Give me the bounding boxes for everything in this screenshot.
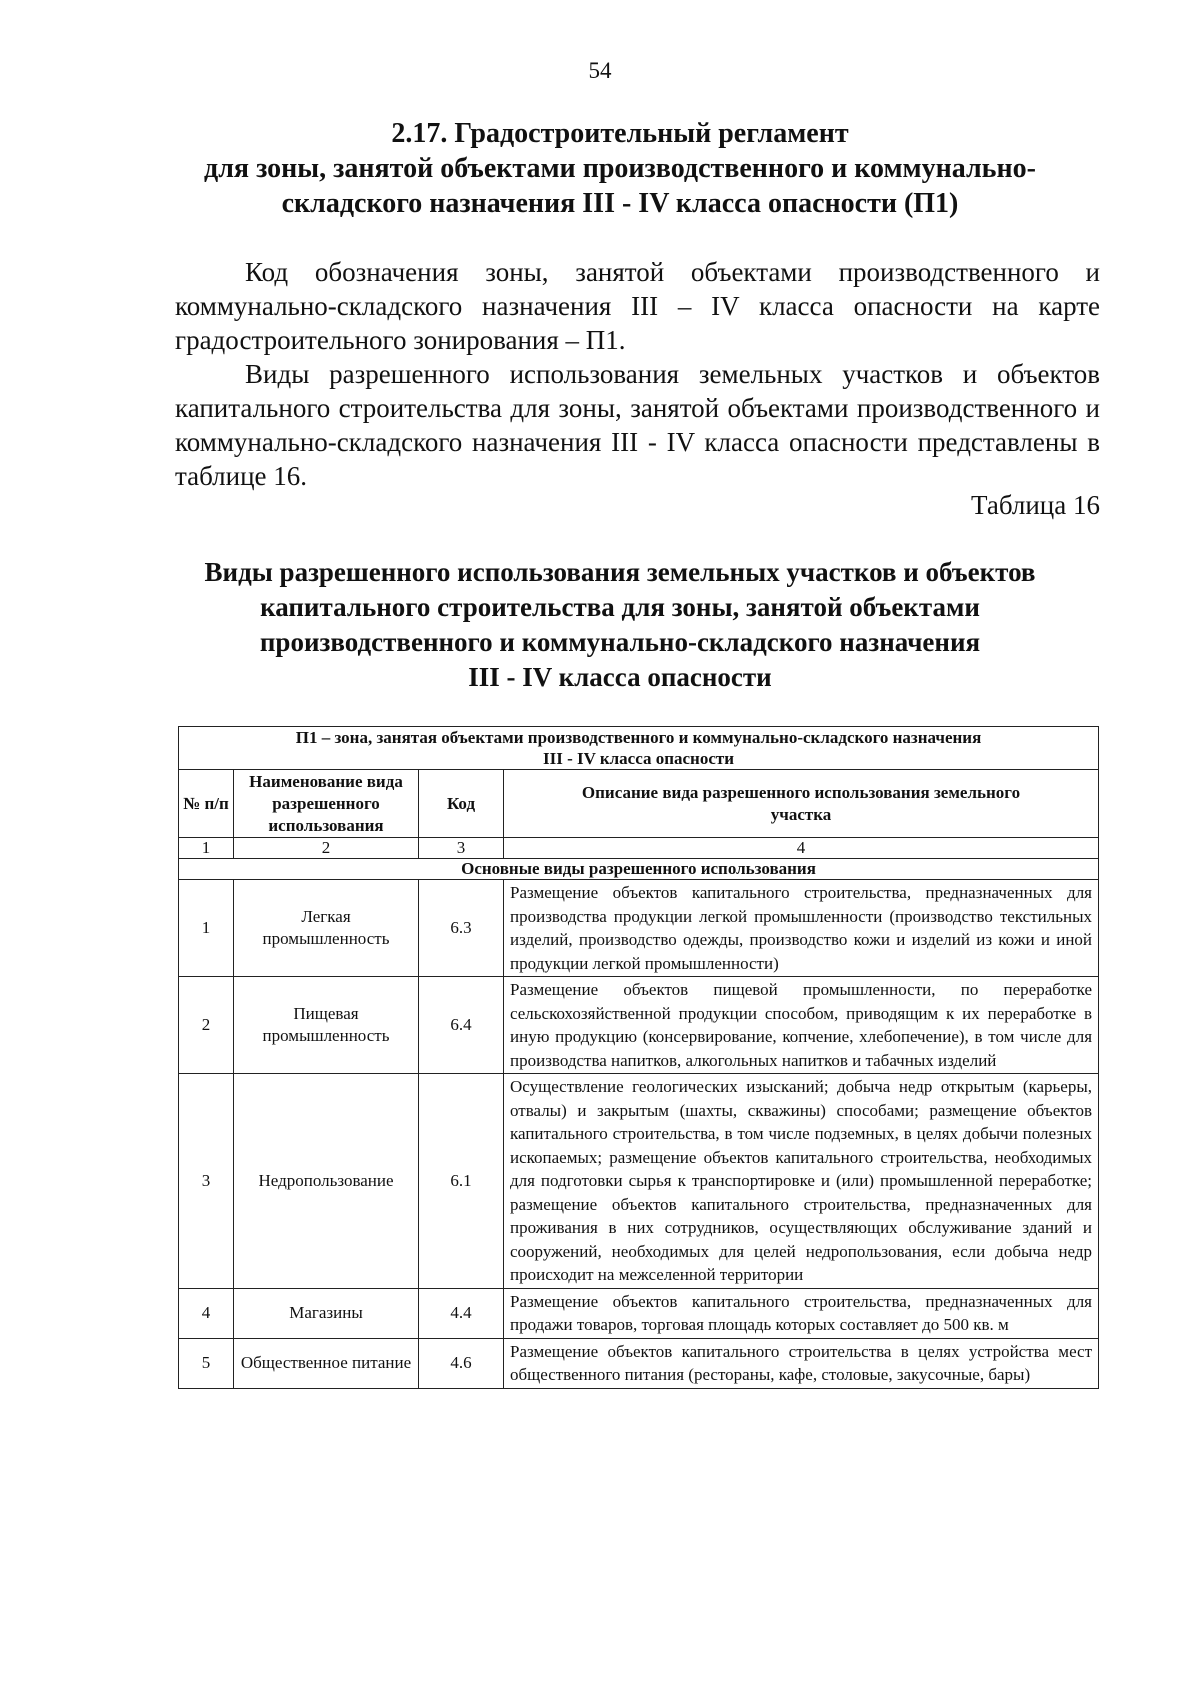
row-description: Размещение объектов капитального строительства, предназначенных для продажи товаров, торговая площадь которых составляет до 500 кв. м <box>504 1288 1099 1338</box>
column-header-code: Код <box>419 770 504 838</box>
paragraph-text: Виды разрешенного использования земельных участков и объектов капитального строительства для зоны, занятой объектами производственного и коммунально-складского назначения III - IV класса опасности представлены в таблице 16. <box>175 359 1100 491</box>
table-heading <box>150 555 1090 695</box>
permitted-use-table <box>178 726 1099 1389</box>
row-name: Легкая промышленность <box>234 880 419 977</box>
paragraph-usage-types <box>175 357 1100 493</box>
section-title <box>150 116 1090 221</box>
row-description: Размещение объектов пищевой промышленности, по переработке сельскохозяйственной продукции способом, приводящим к их переработке в иную продукцию (консервирование, копчение, хлебопечение), в том числе для производства напитков, алкогольных напитков и табачных изделий <box>504 977 1099 1074</box>
table-row <box>179 977 1099 1074</box>
column-header-row <box>179 770 1099 838</box>
row-number: 2 <box>179 977 234 1074</box>
column-header-number: № п/п <box>179 770 234 838</box>
table-row <box>179 1338 1099 1388</box>
row-number: 5 <box>179 1338 234 1388</box>
column-number: 1 <box>179 838 234 859</box>
row-description: Осуществление геологических изысканий; добыча недр открытым (карьеры, отвалы) и закрытым (шахты, скважины) способами; размещение объектов капитального строительства, в том числе подземных, в целях добычи полезных ископаемых; размещение объектов капитального строительства, необходимых для подготовки сырья к транспортировке и (или) промышленной переработке; размещение объектов капитального строительства, предназначенных для проживания в них сотрудников, осуществляющих обслуживание зданий и сооружений, необходимых для целей недропользования, если добыча недр происходит на межселенной территории <box>504 1074 1099 1289</box>
group-label: Основные виды разрешенного использования <box>179 859 1099 880</box>
table-number: Таблица 16 <box>971 490 1100 520</box>
zone-header-row <box>179 727 1099 770</box>
column-number: 2 <box>234 838 419 859</box>
row-number: 1 <box>179 880 234 977</box>
row-name: Пищевая промышленность <box>234 977 419 1074</box>
column-header-description: Описание вида разрешенного использования земельного участка <box>504 770 1099 838</box>
row-code: 6.1 <box>419 1074 504 1289</box>
zone-header-line: III - IV класса опасности <box>542 749 735 768</box>
table-row <box>179 1074 1099 1289</box>
section-title-line: для зоны, занятой объектами производственного и коммунально- <box>204 153 1036 184</box>
table-heading-line: капитального строительства для зоны, занятой объектами <box>260 592 980 622</box>
row-code: 6.4 <box>419 977 504 1074</box>
paragraph-text: Код обозначения зоны, занятой объектами производственного и коммунально-складского назначения III – IV класса опасности на карте градостроительного зонирования – П1. <box>175 257 1100 355</box>
table-heading-line: III - IV класса опасности <box>468 662 772 692</box>
row-number: 3 <box>179 1074 234 1289</box>
row-name: Недропользование <box>234 1074 419 1289</box>
section-title-line: складского назначения III - IV класса опасности (П1) <box>281 188 959 219</box>
table-heading-line: Виды разрешенного использования земельных участков и объектов <box>204 557 1036 587</box>
column-number-row <box>179 838 1099 859</box>
row-code: 6.3 <box>419 880 504 977</box>
row-description: Размещение объектов капитального строительства, предназначенных для производства продукции легкой промышленности (производство текстильных изделий, производство одежды, производство кожи и изделий из кожи и иной продукции легкой промышленности) <box>504 880 1099 977</box>
row-code: 4.6 <box>419 1338 504 1388</box>
row-code: 4.4 <box>419 1288 504 1338</box>
row-name: Магазины <box>234 1288 419 1338</box>
column-number: 3 <box>419 838 504 859</box>
row-name: Общественное питание <box>234 1338 419 1388</box>
section-title-line: 2.17. Градостроительный регламент <box>391 118 849 149</box>
zone-header-line: П1 – зона, занятая объектами производственного и коммунально-складского назначения <box>295 728 982 747</box>
column-number: 4 <box>504 838 1099 859</box>
row-description: Размещение объектов капитального строительства в целях устройства мест общественного питания (рестораны, кафе, столовые, закусочные, бары) <box>504 1338 1099 1388</box>
table-row <box>179 1288 1099 1338</box>
table-heading-line: производственного и коммунально-складского назначения <box>259 627 981 657</box>
paragraph-zone-code <box>175 255 1100 357</box>
column-header-name: Наименование вида разрешенного использования <box>234 770 419 838</box>
zone-header-cell <box>179 727 1099 770</box>
row-number: 4 <box>179 1288 234 1338</box>
group-row <box>179 859 1099 880</box>
page-number: 54 <box>588 58 612 83</box>
table-row <box>179 880 1099 977</box>
